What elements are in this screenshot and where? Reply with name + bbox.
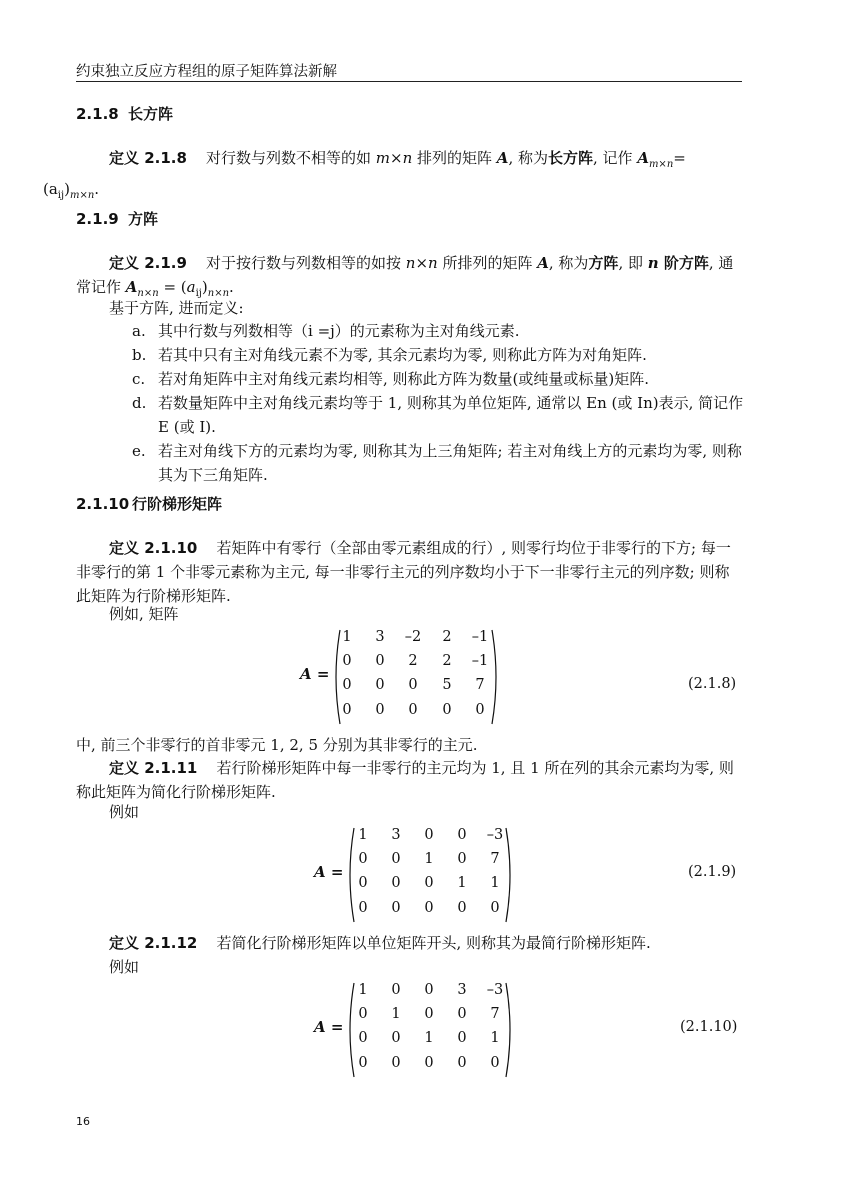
matrix-cell: 2 bbox=[408, 653, 418, 669]
matrix-label: A = bbox=[300, 665, 330, 683]
matrix-cell: 0 bbox=[475, 702, 485, 718]
section-number: 2.1.8 bbox=[76, 105, 119, 123]
math-A: A bbox=[537, 254, 549, 272]
definition-text: 若简化行阶梯形矩阵以单位矩阵开头, 则称其为最简行阶梯形矩阵. bbox=[216, 934, 651, 952]
section-number: 2.1.9 bbox=[76, 210, 119, 228]
def-text: 所排列的矩阵 bbox=[437, 254, 538, 272]
math-A: A bbox=[125, 278, 138, 296]
list-item-a bbox=[112, 319, 744, 343]
math-sub: ij bbox=[57, 190, 65, 201]
definition-label: 定义 2.1.8 bbox=[109, 149, 187, 167]
matrix-cell: –2 bbox=[404, 629, 422, 645]
matrix-cell: 0 bbox=[342, 653, 352, 669]
matrix-cell: 1 bbox=[490, 875, 500, 891]
term: 阶方阵 bbox=[658, 254, 709, 272]
math-sub: n×n bbox=[137, 288, 159, 299]
list-text: 若对角矩阵中主对角线元素均相等, 则称此方阵为数量(或纯量或标量)矩阵. bbox=[158, 370, 650, 388]
matrix-cell: 0 bbox=[358, 1006, 368, 1022]
def-text: , 通常记作 bbox=[76, 254, 734, 296]
matrix-cell: 0 bbox=[391, 1030, 401, 1046]
matrix-cell: 1 bbox=[358, 982, 368, 998]
def-text: 对行数与列数不相等的如 bbox=[206, 149, 376, 167]
term: 长方阵 bbox=[547, 149, 593, 167]
matrix-cell: 0 bbox=[391, 1055, 401, 1071]
math-A: A bbox=[496, 149, 509, 167]
matrix-cell: –1 bbox=[471, 629, 489, 645]
equation-number: (2.1.8) bbox=[688, 676, 737, 692]
matrix-cell: 0 bbox=[457, 827, 467, 843]
matrix-cell: 0 bbox=[391, 875, 401, 891]
matrix-cell: 0 bbox=[358, 875, 368, 891]
definition-2-1-12 bbox=[76, 931, 744, 955]
matrix-cell: 0 bbox=[424, 827, 434, 843]
list-text: 若其中只有主对角线元素不为零, 其余元素均为零, 则称此方阵为对角矩阵. bbox=[158, 346, 647, 364]
list-label: a. bbox=[132, 322, 146, 340]
list-item-c bbox=[112, 367, 744, 391]
definition-2-1-8 bbox=[43, 146, 744, 208]
matrix-2-1-8 bbox=[300, 627, 740, 727]
matrix-cell: 0 bbox=[442, 702, 452, 718]
matrix-cell: 0 bbox=[358, 900, 368, 916]
matrix-cell: 0 bbox=[391, 851, 401, 867]
definition-2-1-11 bbox=[76, 756, 744, 804]
matrix-cell: 0 bbox=[424, 1006, 434, 1022]
equation-number: (2.1.10) bbox=[680, 1019, 738, 1035]
running-header: 约束独立反应方程组的原子矩阵算法新解 bbox=[76, 64, 337, 80]
math-A: A bbox=[637, 149, 649, 167]
matrix-cell: 0 bbox=[358, 1055, 368, 1071]
example-intro: 例如 bbox=[109, 803, 140, 821]
page-number: 16 bbox=[76, 1115, 90, 1128]
list-text: 若数量矩阵中主对角线元素均等于 1, 则称其为单位矩阵, 通常以 En (或 In)表示, 简记作 E (或 I). bbox=[158, 394, 744, 436]
matrix-cell: 7 bbox=[490, 1006, 500, 1022]
list-item-b bbox=[112, 343, 744, 367]
base-sentence: 基于方阵, 进而定义: bbox=[109, 299, 244, 317]
matrix-cell: 0 bbox=[342, 702, 352, 718]
list-item-e bbox=[112, 439, 744, 487]
def-text: , 称为 bbox=[548, 254, 589, 272]
matrix-cell: 0 bbox=[424, 875, 434, 891]
matrix-cell: 1 bbox=[490, 1030, 500, 1046]
definition-label: 定义 2.1.9 bbox=[109, 254, 187, 272]
equation-number: (2.1.9) bbox=[688, 864, 737, 880]
def-text: 对于按行数与列数相等的如按 bbox=[206, 254, 406, 272]
matrix-cell: 0 bbox=[375, 702, 385, 718]
matrix-cell: 0 bbox=[342, 677, 352, 693]
matrix-cell: 3 bbox=[375, 629, 385, 645]
example-intro: 例如 bbox=[109, 958, 140, 976]
section-title: 长方阵 bbox=[128, 105, 174, 123]
matrix-cell: 0 bbox=[358, 1030, 368, 1046]
right-paren bbox=[504, 982, 516, 1078]
math-mn: m×n bbox=[375, 149, 413, 167]
matrix-cell: 7 bbox=[490, 851, 500, 867]
math-sub: n×n bbox=[207, 288, 230, 299]
math-nn: n×n bbox=[405, 254, 438, 272]
section-2-1-8-heading bbox=[76, 102, 744, 126]
matrix-cell: 0 bbox=[424, 900, 434, 916]
def-text: , 记作 bbox=[593, 149, 638, 167]
section-2-1-9-heading bbox=[76, 207, 744, 231]
def-text: . bbox=[229, 278, 234, 296]
matrix-cell: 1 bbox=[342, 629, 352, 645]
matrix-cell: 1 bbox=[391, 1006, 401, 1022]
after-matrix-text: 中, 前三个非零行的首非零元 1, 2, 5 分别为其非零行的主元. bbox=[76, 736, 478, 754]
matrix-cell: 7 bbox=[475, 677, 485, 693]
matrix-cell: 0 bbox=[457, 900, 467, 916]
math-n: n bbox=[647, 254, 659, 272]
matrix-label: A = bbox=[314, 863, 344, 881]
list-item-d bbox=[112, 391, 744, 439]
math-sub: m×n bbox=[648, 159, 674, 170]
list-label: b. bbox=[132, 346, 147, 364]
matrix-cell: 0 bbox=[391, 982, 401, 998]
matrix-cell: 3 bbox=[457, 982, 467, 998]
def-text: 排列的矩阵 bbox=[412, 149, 497, 167]
matrix-cell: 0 bbox=[457, 851, 467, 867]
list-label: c. bbox=[132, 370, 146, 388]
def-text: , 称为 bbox=[508, 149, 548, 167]
list-label: e. bbox=[132, 442, 146, 460]
matrix-cell: –3 bbox=[486, 982, 504, 998]
matrix-cell: 0 bbox=[375, 677, 385, 693]
matrix-cell: 0 bbox=[490, 900, 500, 916]
matrix-cell: 0 bbox=[408, 702, 418, 718]
def-text: = ( bbox=[158, 278, 187, 296]
math-text: . bbox=[94, 180, 100, 198]
list-label: d. bbox=[132, 394, 147, 412]
matrix-cell: 0 bbox=[424, 982, 434, 998]
list-text: 若主对角线下方的元素均为零, 则称其为上三角矩阵; 若主对角线上方的元素均为零, 则称其为下三角矩阵. bbox=[158, 442, 742, 484]
matrix-cell: 1 bbox=[424, 851, 434, 867]
section-title: 行阶梯形矩阵 bbox=[132, 495, 223, 513]
def-text: , 即 bbox=[618, 254, 648, 272]
math-sub: ij bbox=[195, 288, 202, 299]
matrix-cell: 0 bbox=[358, 851, 368, 867]
definition-text: 若行阶梯形矩阵中每一非零行的主元均为 1, 且 1 所在列的其余元素均为零, 则称此矩阵为简化行阶梯形矩阵. bbox=[76, 759, 734, 801]
term: 方阵 bbox=[588, 254, 619, 272]
definition-label: 定义 2.1.11 bbox=[109, 759, 198, 777]
math-text: (a bbox=[43, 180, 58, 198]
matrix-cell: 2 bbox=[442, 629, 452, 645]
section-2-1-10-heading bbox=[76, 492, 744, 516]
list-text: 其中行数与列数相等（i =j）的元素称为主对角线元素. bbox=[158, 322, 520, 340]
matrix-cell: 0 bbox=[457, 1030, 467, 1046]
matrix-cell: 0 bbox=[490, 1055, 500, 1071]
example-intro: 例如, 矩阵 bbox=[109, 605, 179, 623]
section-title: 方阵 bbox=[128, 210, 159, 228]
matrix-2-1-10 bbox=[314, 980, 740, 1080]
def-text: = bbox=[673, 149, 686, 167]
right-paren bbox=[490, 629, 502, 725]
def-text: ) bbox=[201, 278, 208, 296]
matrix-cell: 5 bbox=[442, 677, 452, 693]
matrix-cell: 0 bbox=[457, 1055, 467, 1071]
right-paren bbox=[504, 827, 516, 923]
matrix-cell: 1 bbox=[424, 1030, 434, 1046]
matrix-2-1-9 bbox=[314, 825, 740, 925]
matrix-cell: 3 bbox=[391, 827, 401, 843]
definition-2-1-10 bbox=[76, 536, 744, 608]
matrix-cell: 0 bbox=[375, 653, 385, 669]
math-a: a bbox=[186, 278, 196, 296]
math-text: ) bbox=[64, 180, 70, 198]
section-number: 2.1.10 bbox=[76, 495, 130, 513]
matrix-cell: 1 bbox=[358, 827, 368, 843]
definition-text: 若矩阵中有零行（全部由零元素组成的行）, 则零行均位于非零行的下方; 每一非零行的第 1 个非零元素称为主元, 每一非零行主元的列序数均小于下一非零行主元的列序数; 则称此矩阵为行阶梯形矩阵. bbox=[76, 539, 731, 605]
matrix-cell: 1 bbox=[457, 875, 467, 891]
definition-label: 定义 2.1.10 bbox=[109, 539, 198, 557]
matrix-cell: –3 bbox=[486, 827, 504, 843]
math-sub: m×n bbox=[69, 190, 95, 201]
matrix-cell: 0 bbox=[391, 900, 401, 916]
matrix-label: A = bbox=[314, 1018, 344, 1036]
matrix-cell: 0 bbox=[408, 677, 418, 693]
matrix-cell: 0 bbox=[457, 1006, 467, 1022]
definition-label: 定义 2.1.12 bbox=[109, 934, 198, 952]
matrix-cell: 2 bbox=[442, 653, 452, 669]
matrix-cell: –1 bbox=[471, 653, 489, 669]
header-rule bbox=[76, 81, 742, 82]
matrix-cell: 0 bbox=[424, 1055, 434, 1071]
